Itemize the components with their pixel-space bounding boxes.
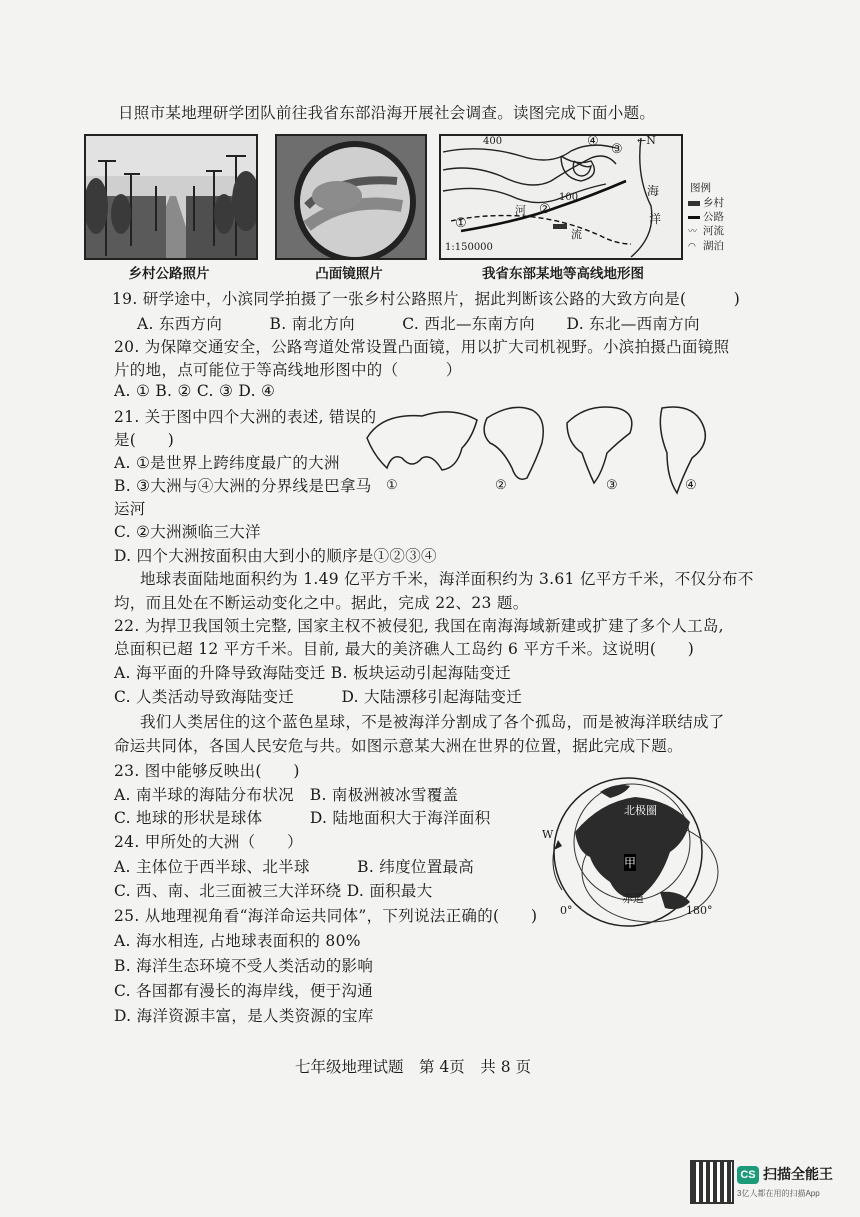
scanner-brand: 扫描全能王 xyxy=(763,1166,833,1182)
legend-lake: ◠ 湖泊 xyxy=(688,240,724,252)
rural-road-caption: 乡村公路照片 xyxy=(128,266,210,282)
q22-stem-line2: 总面积已超 12 平方千米。目前, 最大的美济礁人工岛约 6 平方千米。这说明( ) xyxy=(114,640,695,658)
river-symbol-icon: 〰 xyxy=(688,227,698,237)
sea-label-2: 洋 xyxy=(649,212,662,226)
q21-option-c: C. ②大洲濒临三大洋 xyxy=(114,523,261,541)
village-symbol-icon xyxy=(688,201,700,206)
q21-option-b-line1: B. ③大洲与④大洲的分界线是巴拿马 xyxy=(114,477,372,495)
road-symbol-icon xyxy=(688,216,700,219)
q22-options-line2: C. 人类活动导致海陆变迁 D. 大陆漂移引起海陆变迁 xyxy=(114,688,523,706)
q20-options: A. ① B. ② C. ③ D. ④ xyxy=(114,382,276,400)
q19-stem: 19. 研学途中，小滨同学拍摄了一张乡村公路照片，据此判断该公路的大致方向是( ) xyxy=(112,290,741,308)
q20-stem-line2: 片的地，点可能位于等高线地形图中的（ ） xyxy=(114,361,462,379)
map-marker-1: ① xyxy=(455,216,467,231)
passage2-line1: 我们人类居住的这个蓝色星球，不是被海洋分割成了各个孤岛，而是被海洋联结成了 xyxy=(140,713,725,731)
convex-mirror-caption: 凸面镜照片 xyxy=(315,266,383,282)
q25-option-a: A. 海水相连, 占地球表面积的 80% xyxy=(114,932,361,950)
q23-options-line2: C. 地球的形状是球体 D. 陆地面积大于海洋面积 xyxy=(114,809,491,827)
contour-map-caption: 我省东部某地等高线地形图 xyxy=(482,266,644,282)
cs-logo-icon: CS xyxy=(737,1166,759,1184)
q23-options-line1: A. 南半球的海陆分布状况 B. 南极洲被冰雪覆盖 xyxy=(114,786,459,804)
q21-option-d: D. 四个大洲按面积由大到小的顺序是①②③④ xyxy=(114,547,437,565)
map-marker-3: ③ xyxy=(611,142,623,157)
equator-label: 赤道 xyxy=(622,892,644,905)
map-marker-4: ④ xyxy=(587,134,599,149)
contour-100-label: 100 xyxy=(559,192,579,203)
meridian-0-label: 0° xyxy=(560,904,573,917)
continent-3-outline xyxy=(567,407,632,483)
contour-400-label: 400 xyxy=(483,136,503,147)
q24-options-line2: C. 西、南、北三面被三大洋环绕 D. 面积最大 xyxy=(114,882,433,900)
page-footer: 七年级地理试题 第 4页 共 8 页 xyxy=(295,1058,532,1076)
q25-option-d: D. 海洋资源丰富，是人类资源的宝库 xyxy=(114,1007,374,1025)
q21-option-a: A. ①是世界上跨纬度最广的大洲 xyxy=(114,454,340,472)
q25-option-b: B. 海洋生态环境不受人类活动的影响 xyxy=(114,957,374,975)
q25-stem: 25. 从地理视角看“海洋命运共同体”，下列说法正确的( ) xyxy=(114,907,538,925)
q21-stem-line2: 是( ) xyxy=(114,431,175,449)
rural-road-photo xyxy=(84,134,258,260)
continent-outlines xyxy=(362,398,732,498)
scanner-tagline: 3亿人都在用的扫描App xyxy=(737,1189,820,1198)
q25-option-c: C. 各国都有漫长的海岸线，便于沟通 xyxy=(114,982,374,1000)
legend-title: 图例 xyxy=(690,182,711,194)
continent-label-2: ② xyxy=(495,478,507,493)
contour-map xyxy=(439,134,683,260)
meridian-180-label: 180° xyxy=(686,904,713,917)
convex-mirror-photo xyxy=(275,134,427,260)
north-arrow: ←N xyxy=(637,134,656,147)
legend-river: 〰 河流 xyxy=(688,225,724,237)
sea-label-1: 海 xyxy=(647,184,660,198)
q21-stem-line1: 21. 关于图中四个大洲的表述, 错误的 xyxy=(114,408,377,426)
map-scale: 1:150000 xyxy=(445,242,493,253)
legend-village: 乡村 xyxy=(688,195,724,210)
map-marker-2: ② xyxy=(539,202,551,217)
passage1-line2: 均，而且处在不断运动变化之中。据此，完成 22、23 题。 xyxy=(114,594,529,612)
q20-stem-line1: 20. 为保障交通安全，公路弯道处常设置凸面镜，用以扩大司机视野。小滨拍摄凸面镜照 xyxy=(114,338,730,356)
q24-options-line1: A. 主体位于西半球、北半球 B. 纬度位置最高 xyxy=(114,858,475,876)
q22-stem-line1: 22. 为捍卫我国领土完整, 国家主权不被侵犯, 我国在南海海域新建或扩建了多个人工岛, xyxy=(114,617,724,635)
scanner-watermark xyxy=(690,1160,850,1206)
continent-4-outline xyxy=(660,407,705,493)
west-label: W xyxy=(542,828,554,841)
continent-2-outline xyxy=(484,407,543,479)
river-label-1: 河 xyxy=(515,204,526,217)
qr-code-icon xyxy=(690,1160,734,1204)
continent-label-1: ① xyxy=(386,478,398,493)
intro-text: 日照市某地理研学团队前往我省东部沿海开展社会调查。读图完成下面小题。 xyxy=(118,104,656,122)
legend-road: 公路 xyxy=(688,209,724,224)
continent-label-3: ③ xyxy=(606,478,618,493)
q19-options: A. 东西方向 B. 南北方向 C. 西北—东南方向 D. 东北—西南方向 xyxy=(137,315,700,333)
lake-symbol-icon: ◠ xyxy=(688,242,696,252)
jia-label: 甲 xyxy=(624,856,637,870)
q22-options-line1: A. 海平面的升降导致海陆变迁 B. 板块运动引起海陆变迁 xyxy=(114,664,511,682)
continent-label-4: ④ xyxy=(685,478,697,493)
q24-stem: 24. 甲所处的大洲（ ） xyxy=(114,833,303,851)
passage1-line1: 地球表面陆地面积约为 1.49 亿平方千米，海洋面积约为 3.61 亿平方千米，不仅分布不 xyxy=(140,570,754,588)
river-label-2: 流 xyxy=(571,228,582,241)
continent-1-outline xyxy=(367,412,477,470)
q21-option-b-line2: 运河 xyxy=(114,500,146,518)
passage2-line2: 命运共同体，各国人民安危与共。如图示意某大洲在世界的位置，据此完成下题。 xyxy=(114,737,683,755)
globe-figure xyxy=(540,772,720,932)
q23-stem: 23. 图中能够反映出( ) xyxy=(114,762,300,780)
arctic-circle-label: 北极圈 xyxy=(624,804,657,817)
